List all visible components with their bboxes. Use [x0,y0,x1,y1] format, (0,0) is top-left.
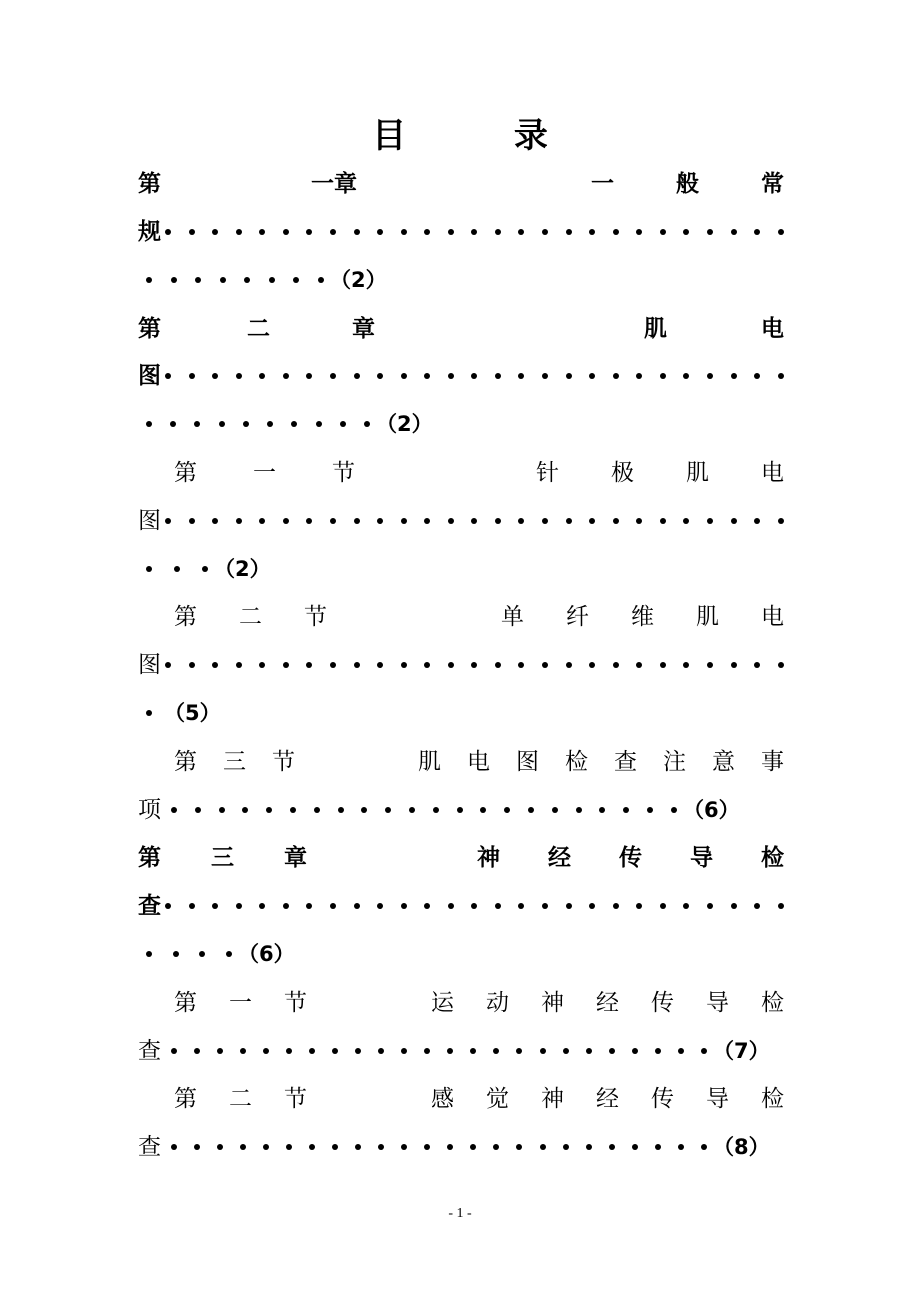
page-title: 目 录 [372,116,596,156]
dot-leader [146,277,324,283]
heading-char: 纤 [566,604,589,630]
toc-entry-heading [174,983,784,1023]
heading-char: 意 [712,749,735,775]
heading-char: 查 [138,1134,161,1160]
toc-entry-leader [138,1127,784,1167]
dot-leader [165,518,784,524]
toc-entry-leader [138,404,784,444]
heading-char: 觉 [486,1086,509,1112]
heading-char: 感 [431,1086,454,1112]
toc-entry-heading [138,838,784,878]
heading-char: 肌 [686,460,709,486]
heading-char: 动 [486,990,509,1016]
heading-char: 经 [596,990,619,1016]
dot-leader [165,903,784,909]
toc-entry-leader [138,790,784,830]
toc-entry-leader [138,693,784,733]
heading-char: 节 [284,1086,307,1112]
heading-char: 查 [614,749,637,775]
heading-char: 第 [174,604,197,630]
toc-entry-leader [138,501,784,541]
toc-entry-leader [138,886,784,926]
heading-char: 事 [761,749,784,775]
heading-char: 传 [651,990,674,1016]
heading-char: 章 [284,844,307,871]
toc-entry-heading [174,597,784,637]
toc-entry-leader [138,645,784,685]
heading-char: 二 [247,315,270,342]
heading-char: 节 [272,749,295,775]
heading-char: 一 [253,460,276,486]
heading-char: 导 [706,1086,729,1112]
heading-char: 神 [541,1086,564,1112]
page-number: （6） [238,942,295,966]
heading-char: 第 [138,844,161,871]
toc-entry-heading [138,164,784,204]
toc-entry-heading [174,453,784,493]
heading-char: 常 [761,170,784,197]
heading-char: 运 [431,990,454,1016]
heading-char: 图 [138,652,161,678]
toc-entry-leader [138,549,784,589]
heading-char: 第 [138,315,161,342]
dot-leader [165,373,784,379]
heading-char: 导 [706,990,729,1016]
toc-entry-heading [174,742,784,782]
heading-char: 注 [663,749,686,775]
heading-char: 图 [138,508,161,534]
heading-char: 一 [591,170,614,197]
heading-char: 一 [311,170,334,197]
dot-leader [171,1048,707,1054]
heading-char: 肌 [696,604,719,630]
dot-leader [171,807,677,813]
heading-char: 肌 [644,315,667,342]
dot-leader [146,951,232,957]
page-number: （7） [713,1039,770,1063]
heading-char: 章 [352,315,375,342]
heading-char: 二 [239,604,262,630]
heading-char: 极 [611,460,634,486]
heading-char: 传 [651,1086,674,1112]
heading-char: 查 [138,1038,161,1064]
heading-char: 经 [548,844,571,871]
heading-char: 传 [619,844,642,871]
dot-leader [165,662,784,668]
heading-char: 电 [761,604,784,630]
heading-char: 第 [174,749,197,775]
heading-char: 般 [676,170,699,197]
heading-char: 单 [501,604,524,630]
toc-entry-leader [138,260,784,300]
heading-char: 第 [174,990,197,1016]
toc-entry-leader [138,934,784,974]
toc-entry-leader [138,356,784,396]
page-number: （6） [683,798,740,822]
heading-char: 检 [565,749,588,775]
page-number: （2） [214,557,271,581]
heading-char: 二 [229,1086,252,1112]
page-number: （2） [376,412,433,436]
dot-leader [146,710,158,716]
heading-char: 第 [174,460,197,486]
heading-char: 电 [761,460,784,486]
heading-char: 检 [761,990,784,1016]
heading-char: 检 [761,844,784,871]
toc-entry-leader [138,212,784,252]
heading-char: 检 [761,1086,784,1112]
heading-char: 导 [690,844,713,871]
dot-leader [146,566,208,572]
heading-char: 图 [138,362,161,389]
heading-char: 肌 [418,749,441,775]
toc-entry-heading [138,309,784,349]
heading-char: 维 [631,604,654,630]
heading-char: 第 [174,1086,197,1112]
heading-char: 经 [596,1086,619,1112]
heading-char: 节 [332,460,355,486]
heading-char: 神 [541,990,564,1016]
dot-leader [146,421,370,427]
dot-leader [171,1144,707,1150]
heading-char: 第 [138,170,161,197]
heading-char: 神 [477,844,500,871]
heading-char: 规 [138,218,161,245]
toc-entry-leader [138,1031,784,1071]
heading-char: 章 [334,170,357,197]
heading-char: 项 [138,797,161,823]
dot-leader [165,229,784,235]
page-footer: - 1 - [448,1206,472,1221]
heading-char: 图 [516,749,539,775]
page-number: （5） [164,701,221,725]
toc-entry-heading [174,1079,784,1119]
heading-char: 电 [761,315,784,342]
heading-char: 节 [284,990,307,1016]
page-number: （2） [330,268,387,292]
heading-char: 三 [211,844,234,871]
heading-char: 针 [536,460,559,486]
page-number: （8） [713,1135,770,1159]
heading-char: 电 [467,749,490,775]
heading-char: 三 [223,749,246,775]
heading-char: 查 [138,892,161,919]
heading-char: 一 [229,990,252,1016]
heading-char: 节 [304,604,327,630]
